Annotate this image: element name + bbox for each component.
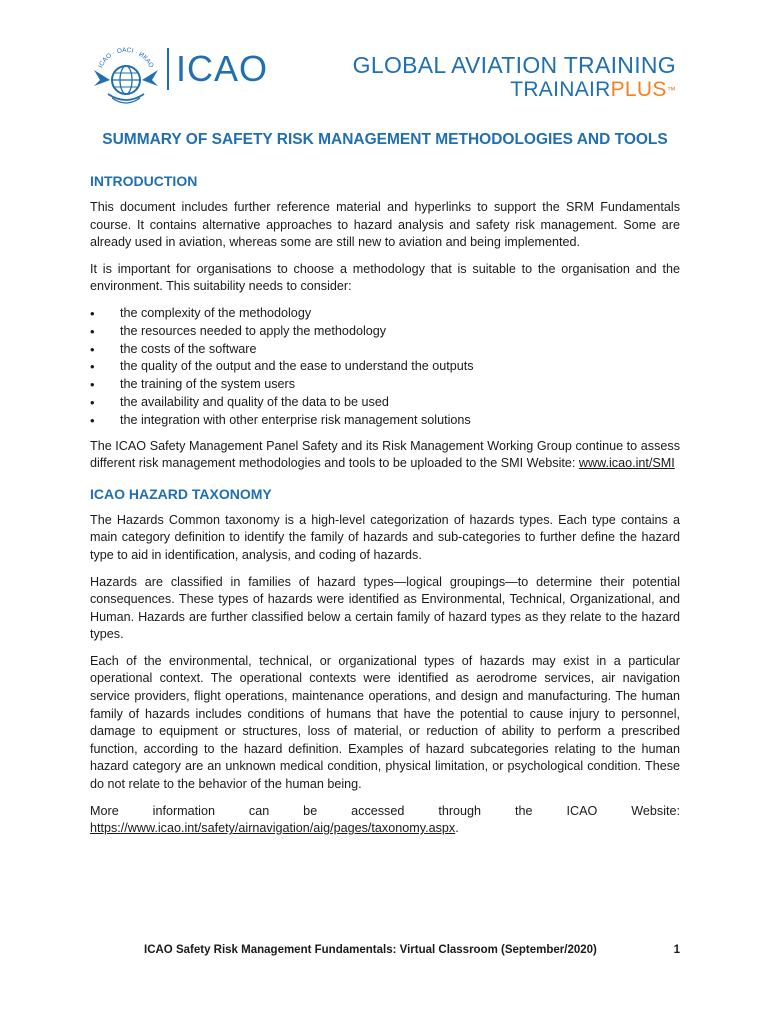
taxonomy-website-link[interactable]: https://www.icao.int/safety/airnavigation/aig/pages/taxonomy.aspx bbox=[90, 821, 456, 836]
taxonomy-paragraph-4-end: . bbox=[455, 821, 459, 836]
page-header bbox=[0, 0, 768, 110]
list-item: • the complexity of the methodology bbox=[90, 305, 680, 323]
page-number: 1 bbox=[673, 944, 680, 956]
list-item: • the training of the system users bbox=[90, 376, 680, 394]
taxonomy-paragraph-2: Hazards are classified in families of hazard types—logical groupings—to determine their potential consequences. These types of hazards were identified as Environmental, Technical, Organizational, and Human. Hazards are further classified below a certain family of hazard types as they relate to the hazard types. bbox=[90, 574, 680, 642]
brand-trainair: TRAINAIR bbox=[510, 78, 611, 101]
footer-text: ICAO Safety Risk Management Fundamentals: Virtual Classroom (September/2020) bbox=[144, 944, 597, 956]
intro-paragraph-2: It is important for organisations to choose a methodology that is suitable to the organisation and the environment. This suitability needs to consider: bbox=[90, 261, 680, 294]
emblem-text: ICAO · OACI · ИКАО bbox=[97, 46, 155, 70]
brand-plus: PLUS bbox=[610, 78, 667, 101]
document-body bbox=[90, 130, 680, 847]
brand-subtitle bbox=[510, 78, 676, 102]
icao-emblem-icon bbox=[90, 40, 162, 112]
taxonomy-paragraph-1: The Hazards Common taxonomy is a high-level categorization of hazards types. Each type contains a main category definition to identify the family of hazards and sub-categories to further define the hazard type to aid in identification, analysis, and coding of hazards. bbox=[90, 512, 680, 562]
list-item: • the integration with other enterprise risk management solutions bbox=[90, 412, 680, 430]
suitability-list bbox=[90, 305, 680, 430]
taxonomy-paragraph-4-text: More information can be accessed through the ICAO Website: bbox=[90, 803, 680, 818]
taxonomy-paragraph-4 bbox=[90, 803, 680, 838]
smi-website-link[interactable]: www.icao.int/SMI bbox=[578, 456, 675, 471]
icao-wordmark: ICAO bbox=[176, 48, 269, 89]
intro-paragraph-3-text: The ICAO Safety Management Panel Safety and its Risk Management Working Group continue to assess different risk management methodologies and tools to be uploaded to the SMI Website: bbox=[90, 438, 680, 471]
taxonomy-paragraph-3: Each of the environmental, technical, or organizational types of hazards may exist in a particular operational context. The operational contexts were identified as aerodrome services, air navigation service providers, flight operations, maintenance operations, and design and manufacturing. The human family of hazards includes conditions of humans that have the potential to cause injury to personnel, damage to equipment or structures, loss of material, or reduction of ability to perform a prescribed function, according to the hazard definition. Examples of hazard subcategories relating to the human hazard category are an unknown medical condition, physical limitation, or psychological condition. These do not relate to the behavior of the human being. bbox=[90, 653, 680, 792]
intro-paragraph-1: This document includes further reference material and hyperlinks to support the SRM Fundamentals course. It contains alternative approaches to hazard analysis and safety risk management. Some are already used in aviation, whereas some are still new to aviation and being implemented. bbox=[90, 200, 680, 250]
intro-paragraph-3 bbox=[90, 438, 680, 473]
document-title: SUMMARY OF SAFETY RISK MANAGEMENT METHODOLOGIES AND TOOLS bbox=[102, 131, 668, 148]
introduction-heading: INTRODUCTION bbox=[90, 173, 198, 189]
taxonomy-heading: ICAO HAZARD TAXONOMY bbox=[90, 485, 272, 502]
list-item: • the costs of the software bbox=[90, 341, 680, 359]
list-item: • the availability and quality of the data to be used bbox=[90, 394, 680, 412]
brand-trademark: ™ bbox=[666, 85, 676, 95]
list-item: • the quality of the output and the ease to understand the outputs bbox=[90, 358, 680, 376]
list-item: • the resources needed to apply the methodology bbox=[90, 323, 680, 341]
header-divider bbox=[167, 48, 169, 90]
brand-title: GLOBAL AVIATION TRAINING bbox=[352, 52, 676, 78]
